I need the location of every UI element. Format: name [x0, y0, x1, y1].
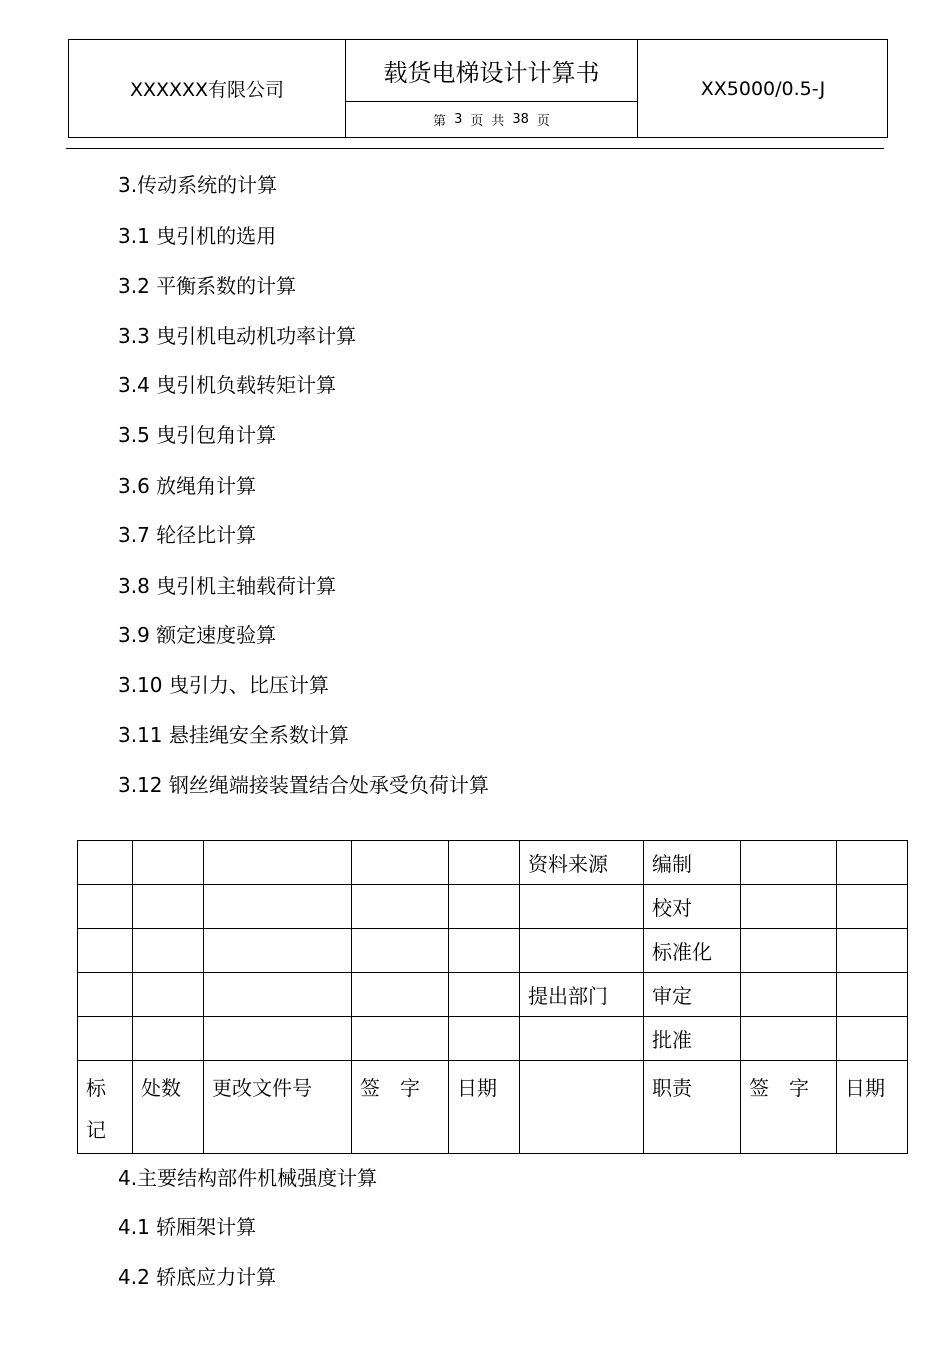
role-label: 标准化	[644, 929, 741, 973]
role-label: 校对	[644, 885, 741, 929]
toc-item: 3.1 曳引机的选用	[118, 224, 277, 248]
toc-item: 3.6 放绳角计算	[118, 474, 257, 498]
document-title: 载货电梯设计计算书	[346, 40, 637, 102]
role-label: 编制	[644, 841, 741, 885]
table-footer-row	[78, 1061, 908, 1154]
page-prefix: 第	[433, 114, 447, 129]
table-row	[78, 1017, 908, 1061]
page-indicator	[346, 102, 637, 137]
toc-item: 3.3 曳引机电动机功率计算	[118, 324, 357, 348]
toc-item: 3.9 额定速度验算	[118, 623, 277, 647]
toc-item: 3.2 平衡系数的计算	[118, 274, 297, 298]
company-name: XXXXXX有限公司	[69, 40, 346, 137]
toc-item: 3.10 曳引力、比压计算	[118, 673, 329, 697]
toc-item: 4.1 轿厢架计算	[118, 1215, 257, 1239]
footer-cell: 签 字	[741, 1061, 837, 1154]
page-total: 38	[512, 112, 529, 127]
role-label: 批准	[644, 1017, 741, 1061]
footer-cell: 签 字	[352, 1061, 449, 1154]
footer-cell	[520, 1061, 644, 1154]
footer-cell: 日期	[449, 1061, 520, 1154]
document-header	[68, 39, 888, 138]
table-row	[78, 929, 908, 973]
toc-item: 3.4 曳引机负载转矩计算	[118, 373, 337, 397]
toc-item: 3.7 轮径比计算	[118, 523, 257, 547]
dept-label: 提出部门	[520, 973, 644, 1017]
table-row	[78, 841, 908, 885]
toc-item: 3.5 曳引包角计算	[118, 423, 277, 447]
header-divider	[66, 148, 884, 149]
toc-item: 4.主要结构部件机械强度计算	[118, 1166, 378, 1190]
page-total-prefix: 共	[491, 114, 505, 129]
toc-item: 3.传动系统的计算	[118, 173, 278, 197]
source-label: 资料来源	[520, 841, 644, 885]
page-current: 3	[454, 112, 463, 127]
footer-cell: 标记	[78, 1061, 133, 1154]
toc-item: 3.8 曳引机主轴载荷计算	[118, 574, 337, 598]
table-row	[78, 885, 908, 929]
role-label: 审定	[644, 973, 741, 1017]
table-row	[78, 973, 908, 1017]
footer-cell: 职责	[644, 1061, 741, 1154]
footer-cell: 日期	[837, 1061, 908, 1154]
toc-item: 4.2 轿底应力计算	[118, 1265, 277, 1289]
document-code: XX5000/0.5-J	[637, 40, 888, 137]
footer-cell: 更改文件号	[204, 1061, 352, 1154]
footer-cell: 处数	[133, 1061, 204, 1154]
page-suffix: 页	[536, 114, 550, 129]
revision-table	[77, 840, 908, 1154]
toc-item: 3.11 悬挂绳安全系数计算	[118, 723, 349, 747]
toc-item: 3.12 钢丝绳端接装置结合处承受负荷计算	[118, 773, 489, 797]
page-mid: 页	[470, 114, 484, 129]
